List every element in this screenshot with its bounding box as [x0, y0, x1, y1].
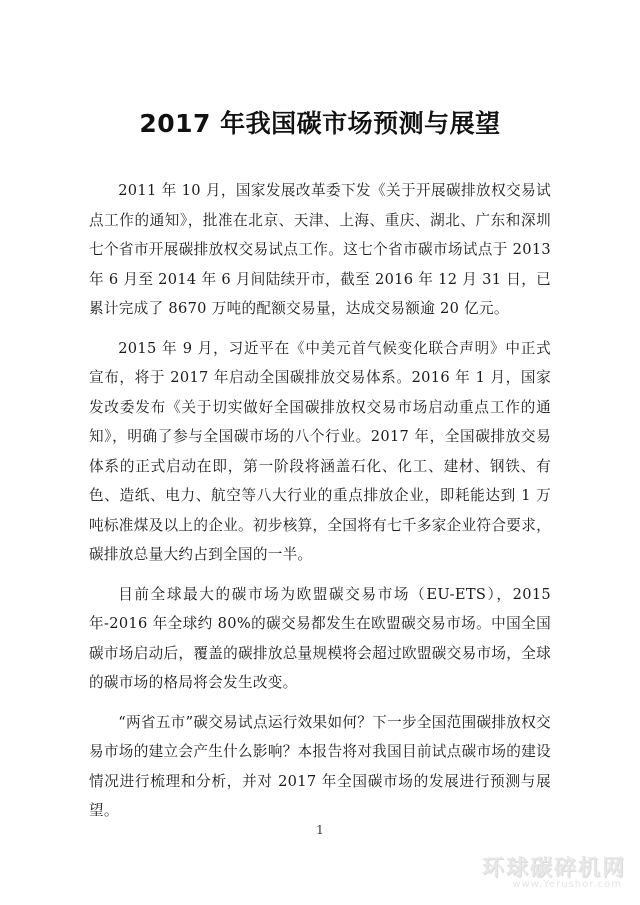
watermark-url: www.Yerushor.com	[512, 879, 622, 890]
paragraph-2: 2015 年 9 月，习近平在《中美元首气候变化联合声明》中正式宣布，将于 2017 年启动全国碳排放交易体系。2016 年 1 月，国家发改委发布《关于切实做好全国碳排放权交易市场启动重点工作的通知》，明确了参与全国碳市场的八个行业。2017 年，全国碳排放交易体系的正式启动在即，第一阶段将涵盖石化、化工、建材、钢铁、有色、造纸、电力、航空等八大行业的重点排放企业，即耗能达到 1 万吨标准煤及以上的企业。初步核算，全国将有七千多家企业符合要求，碳排放总量大约占到全国的一半。	[89, 339, 551, 563]
paragraph-1: 2011 年 10 月，国家发展改革委下发《关于开展碳排放权交易试点工作的通知》，批准在北京、天津、上海、重庆、湖北、广东和深圳七个省市开展碳排放权交易试点工作。这七个省市碳市场试点于 2013 年 6 月至 2014 年 6 月间陆续开市，截至 2016 年 12 月 31 日，已累计完成了 8670 万吨的配额交易量，达成交易额逾 20 亿元。	[89, 182, 551, 317]
paragraph-3: 目前全球最大的碳市场为欧盟碳交易市场（EU-ETS），2015 年-2016 年全球约 80%的碳交易都发生在欧盟碳交易市场。中国全国碳市场启动后，覆盖的碳排放总量规模将会超过欧盟碳交易市场，全球的碳市场的格局将会发生改变。	[89, 585, 551, 691]
paragraph-4: “两省五市”碳交易试点运行效果如何？下一步全国范围碳排放权交易市场的建立会产生什么影响？本报告将对我国目前试点碳市场的建设情况进行梳理和分析，并对 2017 年全国碳市场的发展进行预测与展望。	[89, 713, 551, 819]
watermark	[426, 849, 626, 897]
document-body	[89, 176, 551, 836]
page-number: 1	[316, 823, 324, 837]
watermark-text: 环球碳碎机网	[481, 856, 626, 881]
document-title: 2017 年我国碳市场预测与展望	[139, 109, 501, 138]
